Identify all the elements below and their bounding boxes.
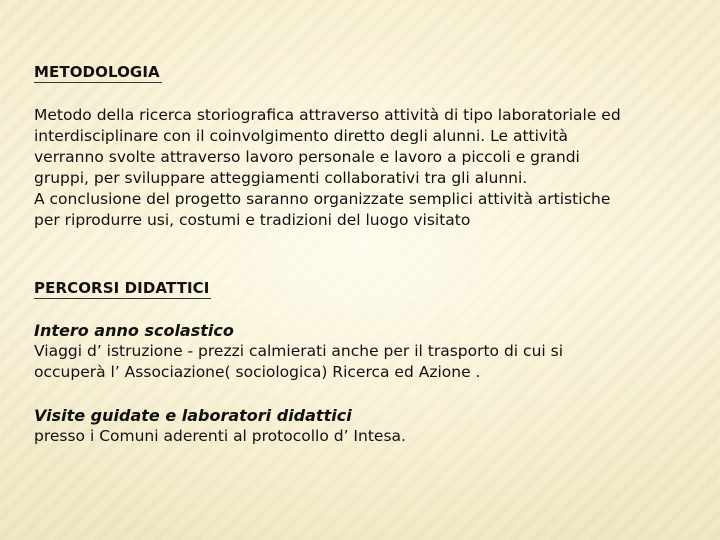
metodologia-line: A conclusione del progetto saranno organizzate semplici attività artistiche — [34, 190, 611, 208]
slide — [34, 0, 694, 540]
metodologia-line: verranno svolte attraverso lavoro personale e lavoro a piccoli e grandi — [34, 148, 580, 166]
metodologia-title — [34, 62, 694, 82]
metodologia-paragraph — [34, 105, 694, 231]
metodologia-line: Metodo della ricerca storiografica attraverso attività di tipo laboratoriale ed — [34, 106, 621, 124]
visite-line: presso i Comuni aderenti al protocollo d’ Intesa. — [34, 427, 406, 445]
visite-heading: Visite guidate e laboratori didattici — [34, 406, 352, 425]
metodologia-line: interdisciplinare con il coinvolgimento diretto degli alunni. Le attività — [34, 127, 568, 145]
intero-anno-paragraph — [34, 341, 694, 383]
percorsi-title — [34, 278, 694, 298]
intero-anno-line: Viaggi d’ istruzione - prezzi calmierati anche per il trasporto di cui si — [34, 342, 564, 360]
intero-anno-line: occuperà l’ Associazione( sociologica) Ricerca ed Azione . — [34, 363, 481, 381]
visite-section — [34, 405, 694, 447]
metodologia-title-text: METODOLOGIA — [34, 63, 160, 81]
intero-anno-heading: Intero anno scolastico — [34, 321, 234, 340]
metodologia-line: gruppi, per sviluppare atteggiamenti collaborativi tra gli alunni. — [34, 169, 528, 187]
metodologia-heading-block — [34, 62, 694, 82]
percorsi-title-text: PERCORSI DIDATTICI — [34, 279, 210, 297]
intero-anno-section — [34, 320, 694, 383]
visite-paragraph — [34, 426, 694, 447]
metodologia-line: per riprodurre usi, costumi e tradizioni del luogo visitato — [34, 211, 471, 229]
percorsi-heading-block — [34, 278, 694, 298]
